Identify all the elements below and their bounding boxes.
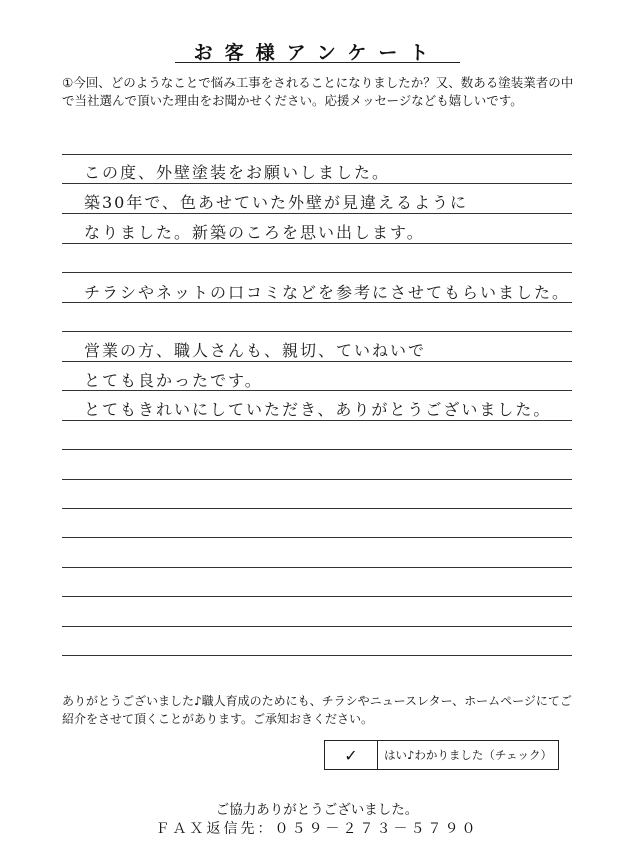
title-underline xyxy=(175,62,460,63)
ruled-line xyxy=(62,449,572,450)
ruled-line xyxy=(62,243,572,244)
ruled-line xyxy=(62,420,572,421)
consent-checkbox[interactable] xyxy=(325,741,378,769)
handwritten-answer-line: なりました。新築のころを思い出します。 xyxy=(84,223,425,242)
handwritten-answer-line: この度、外壁塗装をお願いしました。 xyxy=(84,163,391,182)
thanks-message: ご協力ありがとうございました。 xyxy=(215,802,419,818)
ruled-line xyxy=(62,596,572,597)
ruled-line xyxy=(62,508,572,509)
ruled-line xyxy=(62,154,572,155)
fax-number: ＦＡＸ返信先：０５９－２７３－５７９０ xyxy=(155,821,479,837)
consent-label: はい♪わかりました（チェック） xyxy=(384,748,552,762)
ruled-line xyxy=(62,213,572,214)
ruled-line xyxy=(62,183,572,184)
handwritten-answer-line: 営業の方、職人さんも、親切、ていねいで xyxy=(84,341,427,360)
handwritten-answer-line: チラシやネットの口コミなどを参考にさせてもらいました。 xyxy=(84,283,571,302)
ruled-line xyxy=(62,537,572,538)
publication-notice: ありがとうございました♪職人育成のためにも、チラシやニュースレター、ホームページにてご紹介をさせて頂くことがあります。ご承知おきください。 xyxy=(62,694,572,726)
ruled-line xyxy=(62,479,572,480)
ruled-line xyxy=(62,655,572,656)
ruled-line xyxy=(62,626,572,627)
handwritten-answer-line: とてもきれいにしていただき、ありがとうございました。 xyxy=(84,400,552,419)
check-mark-icon: ✓ xyxy=(344,745,358,765)
consent-checkbox-table xyxy=(324,740,559,770)
handwritten-answer-line: 築30年で、色あせていた外壁が見違えるように xyxy=(84,193,469,212)
handwritten-answer-line: とても良かったです。 xyxy=(84,371,263,390)
ruled-line xyxy=(62,272,572,273)
survey-question: ①今回、どのようなことで悩み工事をされることになりましたか？又、数ある塗装業者の中で当社選んで頂いた理由をお聞かせください。応援メッセージなども嬉しいです。 xyxy=(62,75,574,108)
ruled-line xyxy=(62,567,572,568)
ruled-line xyxy=(62,331,572,332)
ruled-line xyxy=(62,361,572,362)
page-title: お客様アンケート xyxy=(193,42,441,64)
